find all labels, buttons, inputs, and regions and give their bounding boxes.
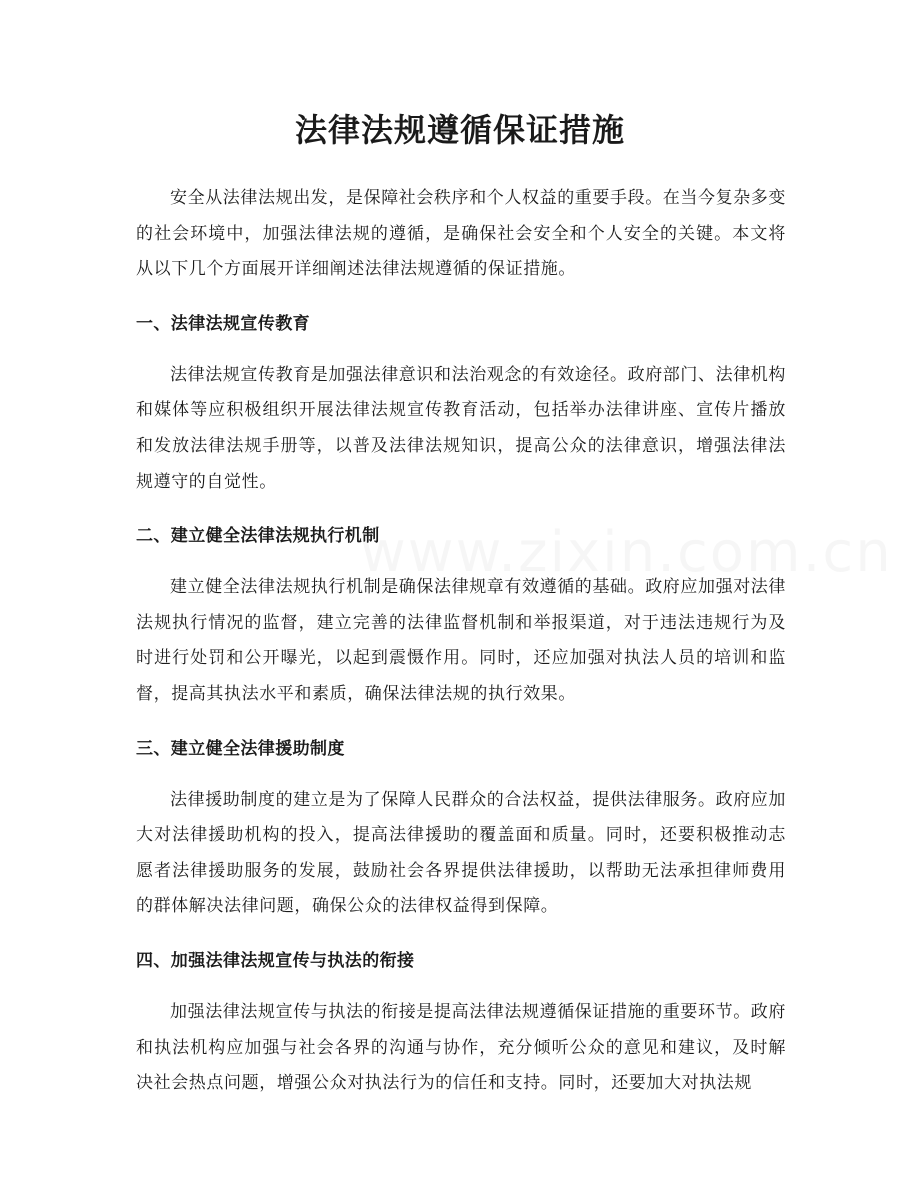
section-body-2: 建立健全法律法规执行机制是确保法律规章有效遵循的基础。政府应加强对法律法规执行情况的监督，建立完善的法律监督机制和举报渠道，对于违法违规行为及时进行处罚和公开曝光，以起到震慑作用。同时，还应加强对执法人员的培训和监督，提高其执法水平和素质，确保法律法规的执行效果。 [136,577,786,704]
section-heading-3: 三、建立健全法律援助制度 [136,738,345,759]
section-body-4: 加强法律法规宣传与执法的衔接是提高法律法规遵循保证措施的重要环节。政府和执法机构应加强与社会各界的沟通与协作，充分倾听公众的意见和建议，及时解决社会热点问题，增强公众对执法行为的信任和支持。同时，还要加大对执法规 [136,1001,786,1094]
document-title: 法律法规遵循保证措施 [294,111,625,149]
intro-paragraph: 安全从法律法规出发，是保障社会秩序和个人权益的重要手段。在当今复杂多变的社会环境中，加强法律法规的遵循，是确保社会安全和个人安全的关键。本文将从以下几个方面展开详细阐述法律法规遵循的保证措施。 [136,188,786,280]
section-body-3: 法律援助制度的建立是为了保障人民群众的合法权益，提供法律服务。政府应加大对法律援助机构的投入，提高法律援助的覆盖面和质量。同时，还要积极推动志愿者法律援助服务的发展，鼓励社会各界提供法律援助，以帮助无法承担律师费用的群体解决法律问题，确保公众的法律权益得到保障。 [136,789,786,917]
section-heading-2: 二、建立健全法律法规执行机制 [136,526,380,547]
section-heading-4: 四、加强法律法规宣传与执法的衔接 [136,950,415,971]
section-heading-1: 一、法律法规宣传教育 [136,313,310,334]
section-body-1: 法律法规宣传教育是加强法律意识和法治观念的有效途径。政府部门、法律机构和媒体等应积极组织开展法律法规宣传教育活动，包括举办法律讲座、宣传片播放和发放法律法规手册等，以普及法律法规知识，提高公众的法律意识，增强法律法规遵守的自觉性。 [136,364,786,492]
document-body [136,181,786,1102]
